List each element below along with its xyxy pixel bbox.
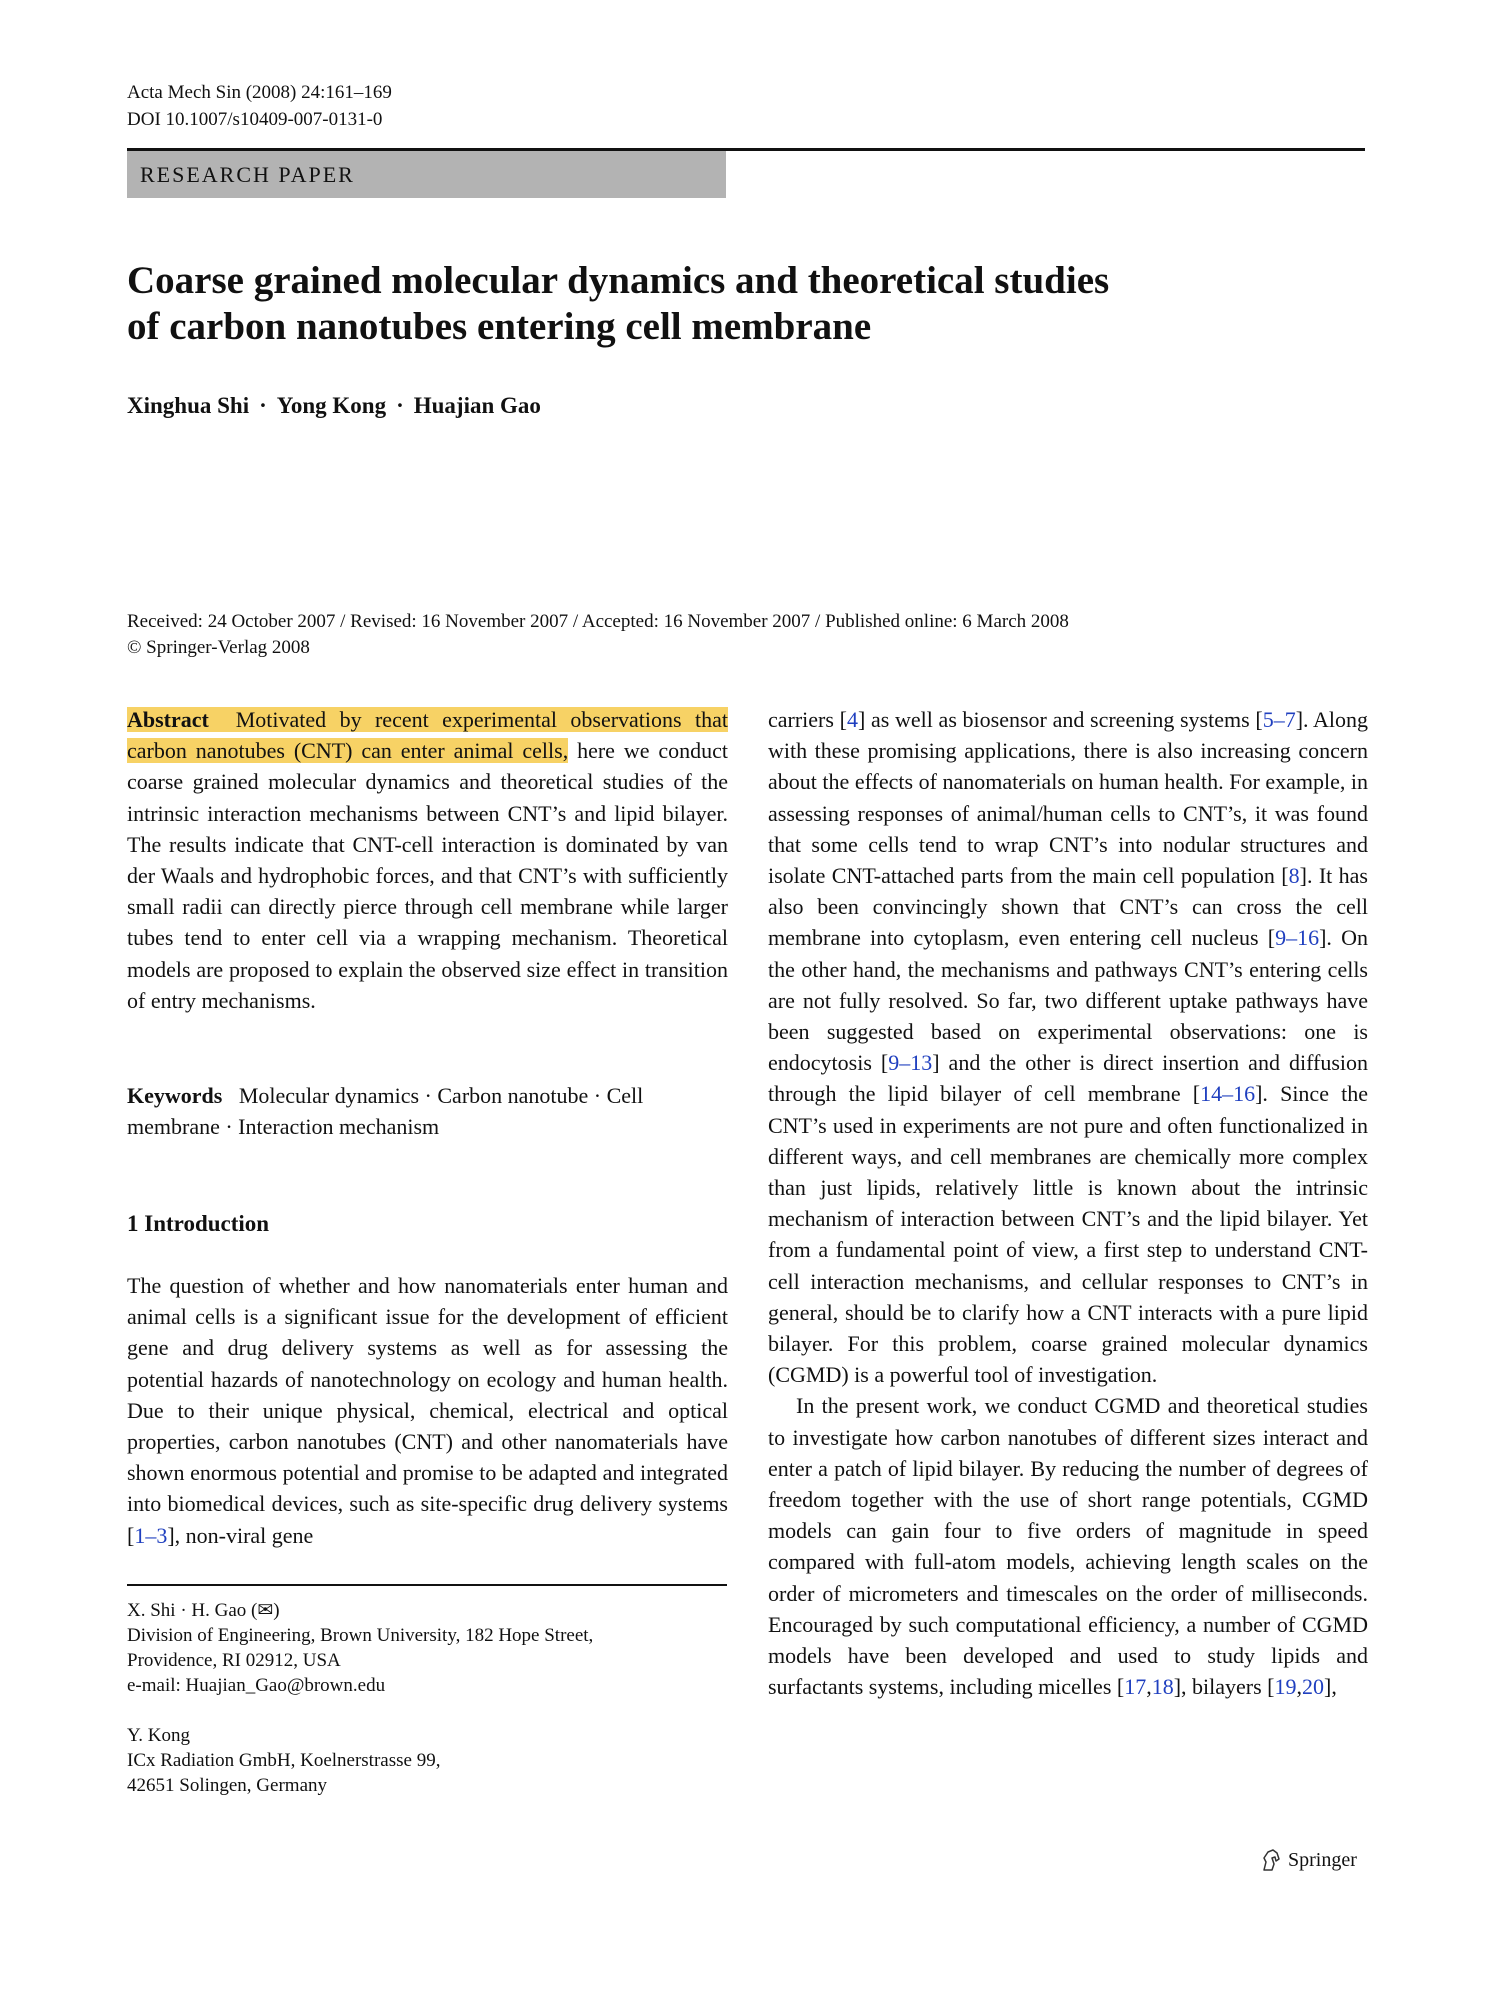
- keywords-text: Molecular dynamics · Carbon nanotube · Cell membrane · Interaction mechanism: [127, 1083, 644, 1140]
- abstract-body: here we conduct coarse grained molecular dynamics and theoretical studies of the intrinsic interaction mechanisms between CNT’s and lipid bilayer. The results indicate that CNT-cell interaction is dominated by van der Waals and hydrophobic forces, and that CNT’s with sufficiently small radii can directly pierce through cell membrane while larger tubes tend to enter cell via a wrapping mechanism. Theoretical models are proposed to explain the observed size effect in transition of entry mechanisms.: [127, 738, 729, 1013]
- affiliation-address: Division of Engineering, Brown University, 182 Hope Street,: [127, 1625, 594, 1646]
- body-text: In the present work, we conduct CGMD and theoretical studies to investigate how carbon nanotubes of different sizes interact and enter a patch of lipid bilayer. By reducing the number of degrees of freedom together with the use of short range potentials, CGMD models can gain four to five orders of magnitude in speed compared with full-atom models, achieving length scales on the order of micrometers and timescales on the order of milliseconds. Encouraged by such computational efficiency, a number of CGMD models have been developed and used to study lipids and surfactants systems, including micelles [: [768, 1393, 1368, 1700]
- citation-link[interactable]: 20: [1302, 1674, 1324, 1700]
- dates-line: Received: 24 October 2007 / Revised: 16 November 2007 / Accepted: 16 November 2007 / Published online: 6 March 2008: [127, 611, 1069, 632]
- abstract-label: Abstract: [127, 707, 209, 732]
- doi: DOI 10.1007/s10409-007-0131-0: [127, 109, 383, 130]
- section-label: RESEARCH PAPER: [127, 151, 726, 198]
- affiliation-authors: Y. Kong: [127, 1725, 190, 1746]
- author-3: Huajian Gao: [413, 393, 541, 418]
- springer-horse-icon: [1260, 1848, 1282, 1872]
- affiliation-address: 42651 Solingen, Germany: [127, 1775, 328, 1796]
- citation-link[interactable]: 19: [1274, 1674, 1297, 1700]
- affiliation-address: Providence, RI 02912, USA: [127, 1650, 341, 1671]
- abstract-highlighted-text: Motivated by recent experimental observations that carbon nanotubes (CNT) can enter animal cells,: [127, 707, 729, 764]
- title-line-2: of carbon nanotubes entering cell membrane: [127, 305, 872, 348]
- body-text: ,: [1296, 1674, 1302, 1700]
- body-text: ]. It has also been convincingly shown that CNT’s can cross the cell membrane into cytoplasm, even entering cell nucleus [: [768, 863, 1368, 951]
- affiliation-authors: ): [273, 1600, 280, 1621]
- keywords-label: Keywords: [127, 1083, 223, 1108]
- affiliation-authors: X. Shi · H. Gao (: [127, 1600, 258, 1621]
- body-text: ]. Along with these promising applications, there is also increasing concern about the effects of nanomaterials on human health. For example, in assessing responses of animal/human cells to CNT’s, it was found that some cells tend to wrap CNT’s into nodular structures and isolate CNT-attached parts from the main cell population [: [768, 707, 1368, 889]
- citation-link[interactable]: 4: [846, 707, 858, 732]
- affiliation-2: [127, 1723, 747, 1798]
- author-2: Yong Kong: [276, 393, 387, 418]
- body-text: ]. Since the CNT’s used in experiments are not pure and often functionalized in different ways, and cell membranes are chemically more complex than just lipids, relatively little is known about the intrinsic mechanism of interaction between CNT’s and the lipid bilayer. Yet from a fundamental point of view, a first step to understand CNT-cell interaction mechanisms, and cellular responses to CNT’s in general, should be to clarify how a CNT interacts with a pure lipid bilayer. For this problem, coarse grained molecular dynamics (CGMD) is a powerful tool of investigation.: [768, 1081, 1368, 1388]
- author-list: [127, 390, 541, 422]
- footnote-rule: [127, 1584, 727, 1586]
- publication-history: [127, 609, 1367, 661]
- affiliations: [127, 1598, 747, 1823]
- author-separator: ·: [259, 393, 267, 418]
- abstract: [127, 704, 728, 1016]
- publisher-logo: [1260, 1846, 1357, 1874]
- body-text: ], bilayers [: [1173, 1674, 1275, 1700]
- citation-link[interactable]: 9–16: [1275, 925, 1320, 951]
- body-text: carriers [: [768, 707, 847, 732]
- citation-link[interactable]: 5–7: [1262, 707, 1296, 732]
- affiliation-email[interactable]: e-mail: Huajian_Gao@brown.edu: [127, 1675, 386, 1696]
- citation-link[interactable]: 1–3: [134, 1522, 168, 1548]
- copyright-line: © Springer-Verlag 2008: [127, 637, 310, 658]
- body-text: ]. On the other hand, the mechanisms and pathways CNT’s entering cells are not fully resolved. So far, two different uptake pathways have been suggested based on experimental observations: one is endocytosis [: [768, 925, 1368, 1076]
- intro-text: The question of whether and how nanomaterials enter human and animal cells is a significant issue for the development of efficient gene and drug delivery systems as well as for assessing the potential hazards of nanotechnology on ecology and human health. Due to their unique physical, chemical, electrical and optical properties, carbon nanotubes (CNT) and other nanomaterials have shown enormous potential and promise to be adapted and integrated into biomedical devices, such as site-specific drug delivery systems [: [127, 1273, 728, 1548]
- affiliation-address: ICx Radiation GmbH, Koelnerstrasse 99,: [127, 1750, 441, 1771]
- citation-link[interactable]: 18: [1151, 1674, 1174, 1700]
- body-text: ] as well as biosensor and screening systems [: [857, 707, 1263, 732]
- citation-link[interactable]: 17: [1124, 1674, 1147, 1700]
- intro-text: ], non-viral gene: [167, 1522, 314, 1548]
- body-text: ],: [1324, 1674, 1337, 1700]
- citation-link[interactable]: 8: [1288, 863, 1300, 889]
- citation: Acta Mech Sin (2008) 24:161–169: [127, 82, 392, 103]
- right-paragraph-1: [768, 704, 1368, 1390]
- author-separator: ·: [396, 393, 404, 418]
- keywords: [127, 1080, 728, 1142]
- title-line-1: Coarse grained molecular dynamics and theoretical studies: [127, 259, 1110, 302]
- body-text: ] and the other is direct insertion and diffusion through the lipid bilayer of cell membrane [: [768, 1050, 1368, 1107]
- intro-paragraph: [127, 1270, 728, 1551]
- paper-title: [127, 258, 1327, 350]
- publisher-name: Springer: [1288, 1849, 1357, 1871]
- author-1: Xinghua Shi: [127, 393, 250, 418]
- section-heading-introduction: 1 Introduction: [127, 1211, 270, 1236]
- right-paragraph-2: [768, 1390, 1368, 1702]
- journal-header: [127, 79, 392, 133]
- affiliation-1: [127, 1598, 747, 1698]
- body-text: ,: [1146, 1674, 1152, 1700]
- envelope-icon: ✉: [257, 1600, 274, 1621]
- citation-link[interactable]: 9–13: [888, 1050, 933, 1076]
- right-column: [768, 704, 1368, 1703]
- citation-link[interactable]: 14–16: [1200, 1081, 1256, 1107]
